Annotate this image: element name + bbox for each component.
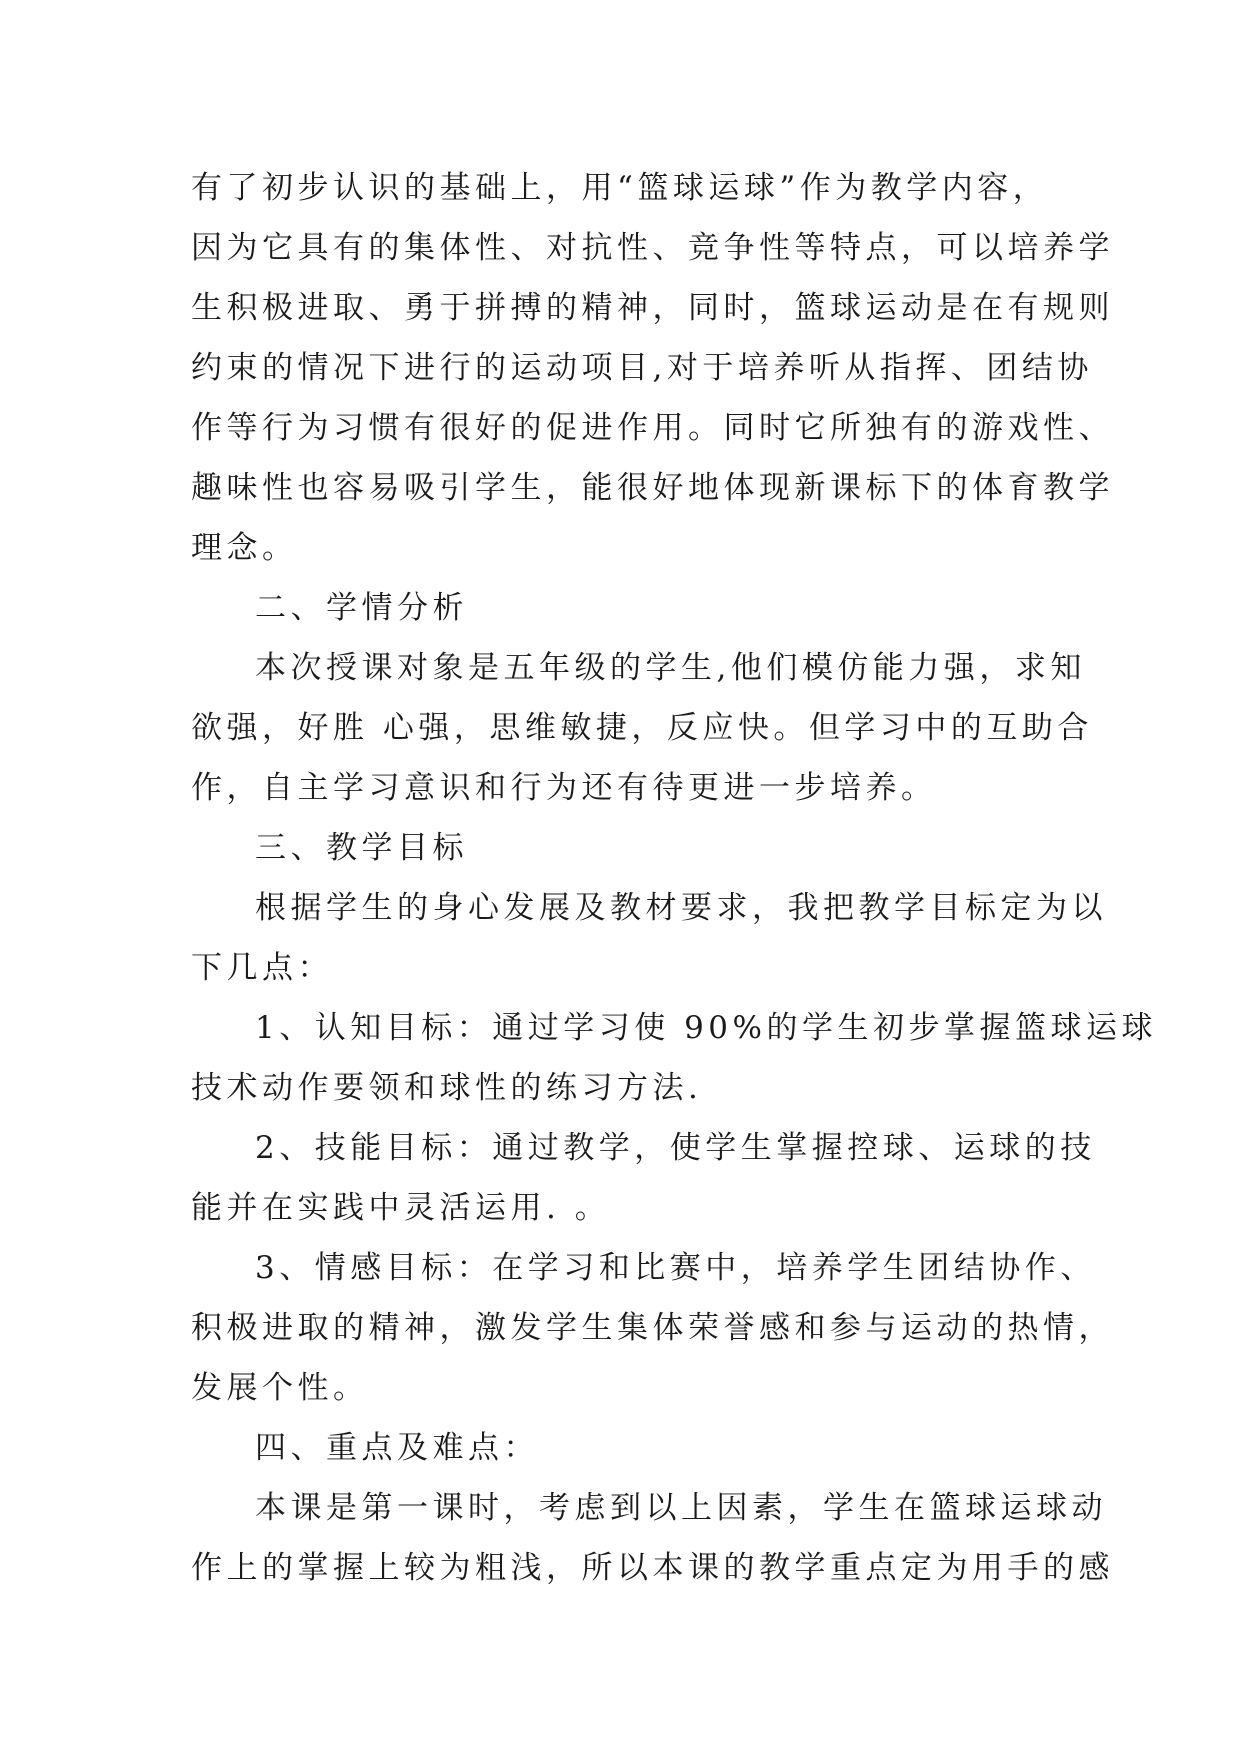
text-line: 发展个性。 xyxy=(191,1370,369,1406)
text-line: 作，自主学习意识和行为还有待更进一步培养。 xyxy=(191,770,937,806)
document-body xyxy=(191,158,1157,1598)
text-line: 积极进取的精神，激发学生集体荣誉感和参与运动的热情， xyxy=(191,1310,1114,1346)
text-line: 理念。 xyxy=(191,530,298,566)
text-line: 作等行为习惯有很好的促进作用。同时它所独有的游戏性、 xyxy=(191,410,1114,446)
text-line: 趣味性也容易吸引学生，能很好地体现新课标下的体育教学 xyxy=(191,470,1114,506)
text-line: 根据学生的身心发展及教材要求，我把教学目标定为以 xyxy=(255,890,1107,926)
list-item: 2、技能目标：通过教学，使学生掌握控球、运球的技 xyxy=(255,1130,1096,1166)
text-line: 约束的情况下进行的运动项目,对于培养听从指挥、团结协 xyxy=(191,350,1093,386)
text-line: 能并在实践中灵活运用. 。 xyxy=(191,1190,611,1226)
text-line: 作上的掌握上较为粗浅，所以本课的教学重点定为用手的感 xyxy=(191,1550,1114,1586)
section-heading: 二、学情分析 xyxy=(255,590,468,626)
text-line: 有了初步认识的基础上，用“篮球运球”作为教学内容， xyxy=(191,170,1049,206)
text-line: 欲强，好胜 心强，思维敏捷，反应快。但学习中的互助合 xyxy=(191,710,1093,746)
list-item: 3、情感目标：在学习和比赛中，培养学生团结协作、 xyxy=(255,1250,1096,1286)
text-line: 本次授课对象是五年级的学生,他们模仿能力强，求知 xyxy=(255,650,1086,686)
list-item: 1、认知目标：通过学习使 90%的学生初步掌握篮球运球 xyxy=(255,1010,1157,1046)
text-line: 本课是第一课时，考虑到以上因素，学生在篮球运球动 xyxy=(255,1490,1107,1526)
section-heading: 三、教学目标 xyxy=(255,830,468,866)
text-line: 技术动作要领和球性的练习方法. xyxy=(191,1070,703,1106)
text-line: 下几点： xyxy=(191,950,333,986)
text-line: 因为它具有的集体性、对抗性、竞争性等特点，可以培养学 xyxy=(191,230,1114,266)
text-line: 生积极进取、勇于拼搏的精神，同时，篮球运动是在有规则 xyxy=(191,290,1114,326)
section-heading: 四、重点及难点： xyxy=(255,1430,539,1466)
